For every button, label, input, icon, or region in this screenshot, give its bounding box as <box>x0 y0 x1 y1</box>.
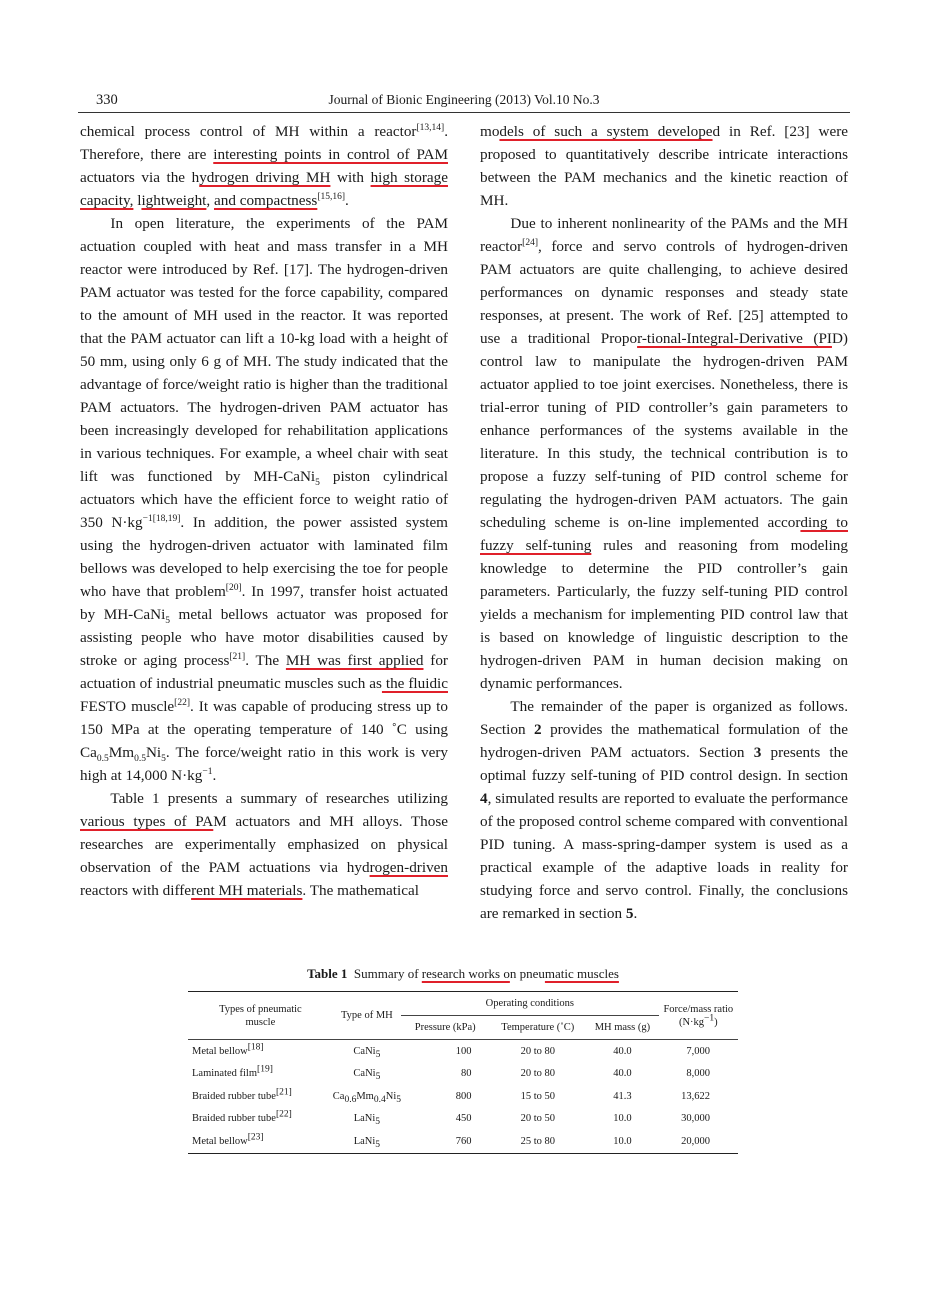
annotation-underline: r-tional-Integral-Derivative (PI <box>637 330 832 347</box>
journal-title: Journal of Bionic Engineering (2013) Vol.10 No.3 <box>328 92 600 107</box>
table-row: Metal bellow[18] CaNi5 100 20 to 80 40.0 7,000 <box>192 1042 710 1060</box>
annotation-underline: research works o <box>421 966 510 981</box>
annotation-underline: rent MH materials <box>191 882 303 899</box>
header-ratio: Force/mass ratio (N·kg−1) <box>659 992 738 1040</box>
paragraph: models of such a system developed in Ref. [23] were proposed to quantitatively describe intricate interactions between the PAM mechanics and the kinetic reaction of MH. <box>480 123 848 209</box>
table-row: Metal bellow[23] LaNi5 760 25 to 80 10.0 20,000 <box>188 1130 738 1153</box>
table-row: Braided rubber tube[22] LaNi5 450 20 to 50 10.0 30,000 <box>192 1109 710 1128</box>
annotation-underline: various types of PA <box>80 813 214 830</box>
header-rule <box>78 112 850 113</box>
paragraph: Due to inherent nonlinearity of the PAMs and the MH reactor[24], force and servo controls of hydrogen-driven PAM actuators are quite challenging, to achieve desired performances on dynamic responses and steady state responses, at present. The work of Ref. [25] attempted to use a traditional Propor-tional-Integral-Derivative (PID) control law to manipulate the hydrogen-driven PAM actuator applied to toe joint exercises. Nonetheless, there is trial-error tuning of PID controller’s gain parameters to enhance performances of the systems available in the literature. In this study, the technical contribution is to propose a fuzzy self-tuning of PID control scheme for regulating the hydrogen-driven PAM actuators. The gain scheduling scheme is on-line implemented according to fuzzy self-tuning rules and reasoning from modeling knowledge to determine the PID controller’s gain parameters. Particularly, the fuzzy self-tuning PID control yields a mechanism for implementing PID control law that is based on knowledge of linguistic description to the hydrogen-driven PAM in human decision making on dynamic performances. <box>480 215 848 692</box>
header-temperature: Temperature (˚C) <box>489 1016 586 1040</box>
right-column <box>480 120 848 925</box>
running-header <box>78 92 850 114</box>
header-types: Types of pneumatic muscle <box>188 992 333 1040</box>
summary-table <box>188 991 738 1154</box>
table-row: Laminated film[19] CaNi5 80 20 to 80 40.0 8,000 <box>192 1064 710 1083</box>
annotation-underline: rogen-driven <box>369 859 448 876</box>
header-pressure: Pressure (kPa) <box>401 1016 489 1040</box>
annotation-underline: ightweight <box>141 192 207 209</box>
annotation-underline: ydrogen driving MH <box>199 169 331 186</box>
annotation-underline: dels of such a system develope <box>499 123 713 140</box>
annotation-underline: matic muscles <box>544 966 619 981</box>
annotation-underline: and compactness <box>214 192 318 209</box>
annotation-underline: interesting points in control of PAM <box>213 146 448 163</box>
annotation-underline: ding to fuzzy self-tuning <box>480 514 848 554</box>
paragraph: Table 1 presents a summary of researches utilizing various types of PAM actuators and MH alloys. Those researches are experimentally emphasized on physical observation of the PAM actuations via hydrogen-driven reactors with different MH materials. The mathematical <box>80 790 448 899</box>
paragraph: In open literature, the experiments of the PAM actuation coupled with heat and mass transfer in a MH reactor were introduced by Ref. [17]. The hydrogen-driven PAM actuator was tested for the force capability, compared to the amount of MH used in the reactor. It was reported that the PAM actuator can lift a 10-kg load with a height of 50 mm, using only 6 g of MH. The study indicated that the advantage of force/weight ratio is higher than the traditional PAM actuators. The hydrogen-driven PAM actuator has been increasingly developed for rehabilitation applications in various techniques. For example, a wheel chair with seat lift was functioned by MH-CaNi$_5$ piston cylindrical actuators which have the efficient force to weight ratio of 350 $N\cdot kg^{-1[18,19]}$. In addition, the power assisted system using the hydrogen-driven actuator with laminated film bellows was developed to help exercising the toe for people who have that problem[20]. In 1997, transfer hoist actuated by MH-CaNi$_5$ metal bellows actuator was proposed for assisting people who have motor disabilities caused by stroke or aging process[21]. The MH was first applied for actuation of industrial pneumatic muscles such as the fluidic FESTO muscle[22]. It was capable of producing stress up to 150 MPa at the operating temperature of 140 ˚C using $Ca_{0.5}Mm_{0.5}Ni_5$. The force/weight ratio in this work is very high at 14,000 $N\cdot kg^{-1}$. <box>80 215 449 784</box>
header-mh-mass: MH mass (g) <box>586 1016 658 1040</box>
left-column <box>80 120 448 902</box>
header-mh-type: Type of MH <box>333 992 401 1040</box>
annotation-underline: high storage capacity, <box>80 169 448 209</box>
paragraph: chemical process control of MH within a reactor[13,14]. Therefore, there are interesting points in control of PAM actuators via the hydrogen driving MH with high storage capacity, lightweight, and compactness[15,16]. <box>80 122 448 209</box>
annotation-underline: MH was first applied <box>285 652 424 669</box>
paragraph: The remainder of the paper is organized as follows. Section 2 provides the mathematical formulation of the hydrogen-driven PAM actuators. Section 3 presents the optimal fuzzy self-tuning of PID control design. In section 4, simulated results are reported to evaluate the performance of the proposed control scheme compared with conventional PID tuning. A mass-spring-damper system is used as a practical example of the adaptive loads in reality for studying force and servo control. Finally, the conclusions are remarked in section 5. <box>480 698 848 922</box>
table-row: Braided rubber tube[21] Ca0.6Mm0.4Ni5 800 15 to 50 41.3 13,622 <box>192 1087 710 1105</box>
page-number: 330 <box>96 92 118 108</box>
header-operating-conditions: Operating conditions <box>401 992 659 1016</box>
annotation-underline: the fluidic <box>381 675 448 692</box>
table-caption: Table 1 Summary of research works on pneumatic muscles <box>307 966 619 981</box>
